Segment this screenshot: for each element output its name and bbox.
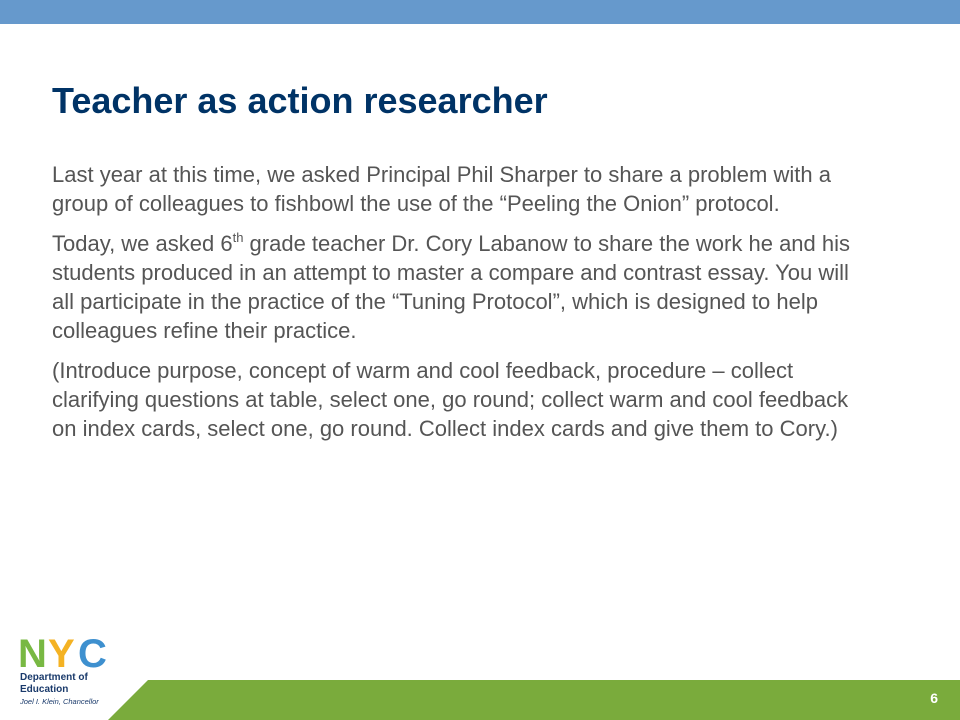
bottom-accent-band — [0, 680, 960, 720]
top-accent-bar — [0, 0, 960, 24]
page-number: 6 — [930, 690, 938, 706]
logo-chancellor-tagline: Joel I. Klein, Chancellor — [20, 697, 99, 706]
paragraph-2-start: Today, we asked 6 — [52, 231, 233, 256]
nyc-logo-letter-y: Y — [48, 634, 75, 670]
paragraph-3: (Introduce purpose, concept of warm and cool feedback, procedure – collect clarifying questions at table, select one, go round; collect warm and cool feedback on index cards, select one, go round. Collect index cards and give them to Cory.) — [52, 358, 849, 441]
nyc-logo-letter-c: C — [78, 634, 107, 670]
ordinal-suffix: th — [232, 230, 244, 245]
slide-title: Teacher as action researcher — [52, 80, 548, 121]
slide-body — [52, 160, 872, 454]
logo-education-label: Education — [20, 684, 69, 695]
bottom-band-shape — [108, 680, 960, 720]
paragraph-2 — [52, 229, 872, 345]
logo-department-label: Department of — [20, 672, 88, 683]
nyc-logo-letter-n: N — [18, 634, 47, 670]
nyc-logo-mark — [18, 634, 114, 670]
paragraph-2-rest: grade teacher Dr. Cory Labanow to share the work he and his students produced in an attempt to master a compare and contrast essay. You will all participate in the practice of the “Tuning Protocol”, which is designed to help colleagues refine their practice. — [52, 231, 851, 343]
paragraph-1: Last year at this time, we asked Principal Phil Sharper to share a problem with a group of colleagues to fishbowl the use of the “Peeling the Onion” protocol. — [52, 162, 831, 216]
